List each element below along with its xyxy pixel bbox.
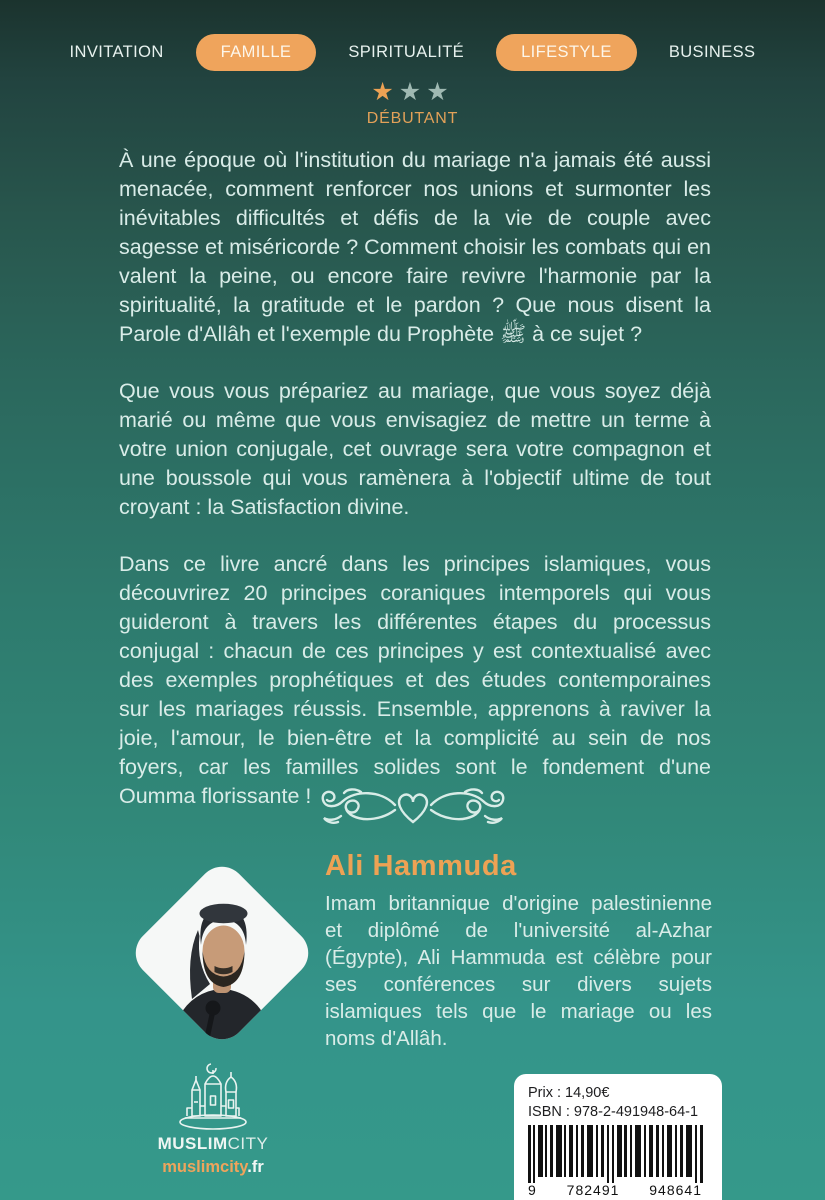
author-bio: Imam britannique d'origine palestinienne et diplômé de l'université al-Azhar (Égypte), Ali Hammuda est célèbre pour ses conférences sur divers sujets islamiques tels que le mariage ou les noms d'Allâh. [325,892,712,1050]
synopsis-paragraph-3: Dans ce livre ancré dans les principes islamiques, vous découvrirez 20 principes coraniques intemporels qui vous guideront à travers les différentes étapes du processus conjugal : chacun de ces principes y est contextualisé avec des exemples prophétiques et des études contemporaines sur les mariages réussis. Ensemble, apprenons à raviver la joie, l'amour, le bien-être et la complicité au sein de nos foyers, car les familles solides sont le fondement d'une Oumma florissante ! [119,552,711,808]
barcode-digit-group: 948641 [649,1182,702,1198]
category-invitation: INVITATION [69,43,164,61]
author-name: Ali Hammuda [325,850,517,882]
barcode-bars [528,1125,708,1183]
author-photo-frame [126,857,318,1049]
synopsis-paragraph-1: À une époque où l'institution du mariage n'a jamais été aussi menacée, comment renforcer nos unions et surmonter les inévitables difficultés et défis de la vie de couple avec sagesse et miséricorde ? Comment choisir les combats qui en valent la peine, ou encore faire revivre l'harmonie par la spiritualité, la gratitude et le pardon ? Que nous disent la Parole d'Allâh et l'exemple du Prophète ﷺ à ce sujet ? [119,148,711,346]
barcode [528,1125,708,1198]
difficulty-level [0,80,825,128]
flourish-heart-icon [0,778,825,834]
publisher-logo [148,1058,278,1177]
website-name: muslimcity [162,1158,248,1176]
barcode-digit-group: 9 [528,1182,537,1198]
website-tld: .fr [247,1158,264,1176]
synopsis-paragraph-2: Que vous vous prépariez au mariage, que vous soyez déjà marié ou même que vous envisagiez de mettre un terme à votre union conjugale, cet ouvrage sera votre compagnon et une boussole qui vous ramènera à l'objectif ultime de tout croyant : la Satisfaction divine. [119,379,711,519]
mosque-icon [165,1058,261,1132]
synopsis [119,146,711,839]
publisher-website [162,1158,263,1177]
brand-city: CITY [227,1134,269,1153]
category-spiritualite: SPIRITUALITÉ [348,43,465,61]
star-rating [0,80,825,105]
barcode-digit-group: 782491 [566,1182,620,1198]
category-lifestyle-badge: LIFESTYLE [496,34,637,71]
isbn-text: ISBN : 978-2-491948-64-1 [528,1104,699,1120]
brand-muslim: MUSLIM [157,1134,228,1153]
star-icon: ★ [371,78,399,106]
author-portrait-illustration [147,891,297,1041]
publisher-brand [158,1134,269,1154]
price-text: Prix : 14,90€ [528,1085,610,1101]
star-icon: ★ [398,78,427,106]
category-row [0,34,825,71]
level-label: DÉBUTANT [366,110,459,127]
barcode-digits [528,1182,708,1198]
category-famille-badge: FAMILLE [196,34,317,71]
category-business: BUSINESS [668,43,756,61]
author-photo [127,858,317,1048]
price-isbn-label [514,1074,722,1200]
star-icon: ★ [426,78,454,106]
